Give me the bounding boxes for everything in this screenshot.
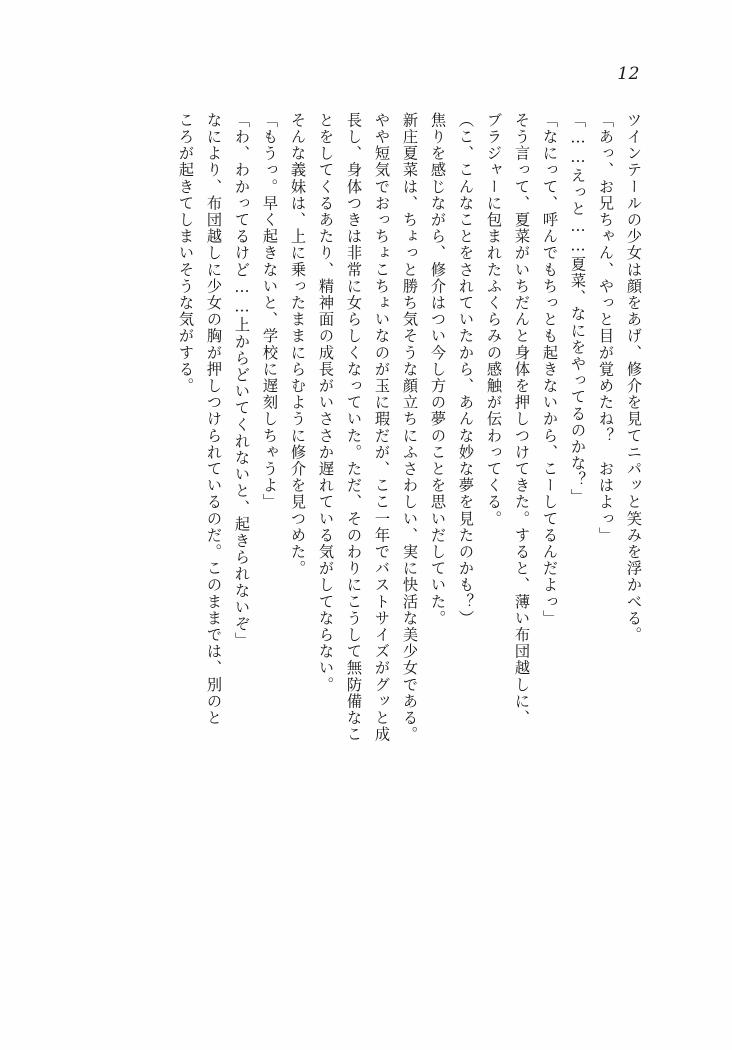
- text-line: ころが起きてしまいそうな気がする。: [177, 112, 195, 395]
- text-line: ツインテールの少女は顔をあげ、修介を見てニパッと笑みを浮かべる。: [625, 112, 643, 644]
- vertical-text-body: [92, 112, 648, 964]
- text-line: なにより、布団越しに少女の胸が押しつけられているのだ。このままでは、別のと: [205, 112, 223, 727]
- text-line: 「……えっと……夏菜、なにをやってるのかな？」: [569, 112, 587, 505]
- text-line: ブラジャーに包まれたふくらみの感触が伝わってくる。: [485, 112, 503, 527]
- text-line: そんな義妹は、上に乗ったままにらむように修介を見つめた。: [289, 112, 307, 577]
- text-line: 「もうっ。早く起きないと、学校に遅刻しちゃうよ」: [261, 112, 279, 511]
- text-line: 長し、身体つきは非常に女らしくなっていた。ただ、そのわりにこうして無防備なこ: [345, 112, 363, 743]
- page-number: 12: [617, 64, 640, 84]
- text-line: 「なにって、呼んでもちっとも起きないから、こーしてるんだよっ」: [541, 112, 559, 627]
- text-line: とをしてくるあたり、精神面の成長がいささか遅れている気がしてならない。: [317, 112, 335, 693]
- text-line: 「あっ、お兄ちゃん、やっと目が覚めたね？ おはよっ」: [597, 112, 615, 544]
- text-line: そう言って、夏菜がいちだんと身体を押しつけてきた。すると、薄い布団越しに、: [513, 112, 531, 727]
- text-line: （こ、こんなことをされていたから、あんな妙な夢を見たのかも？）: [457, 112, 475, 627]
- text-line: 新庄夏菜は、ちょっと勝ち気そうな顔立ちにふさわしい、実に快活な美少女である。: [401, 112, 419, 743]
- text-line: 焦りを感じながら、修介はつい今し方の夢のことを思いだしていた。: [429, 112, 447, 627]
- text-line: 「わ、わかってるけど……上からどいてくれないと、起きられないぞ」: [233, 112, 251, 649]
- text-line: やや短気でおっちょこちょいなのが玉に瑕だが、ここ一年でバストサイズがグッと成: [373, 112, 391, 743]
